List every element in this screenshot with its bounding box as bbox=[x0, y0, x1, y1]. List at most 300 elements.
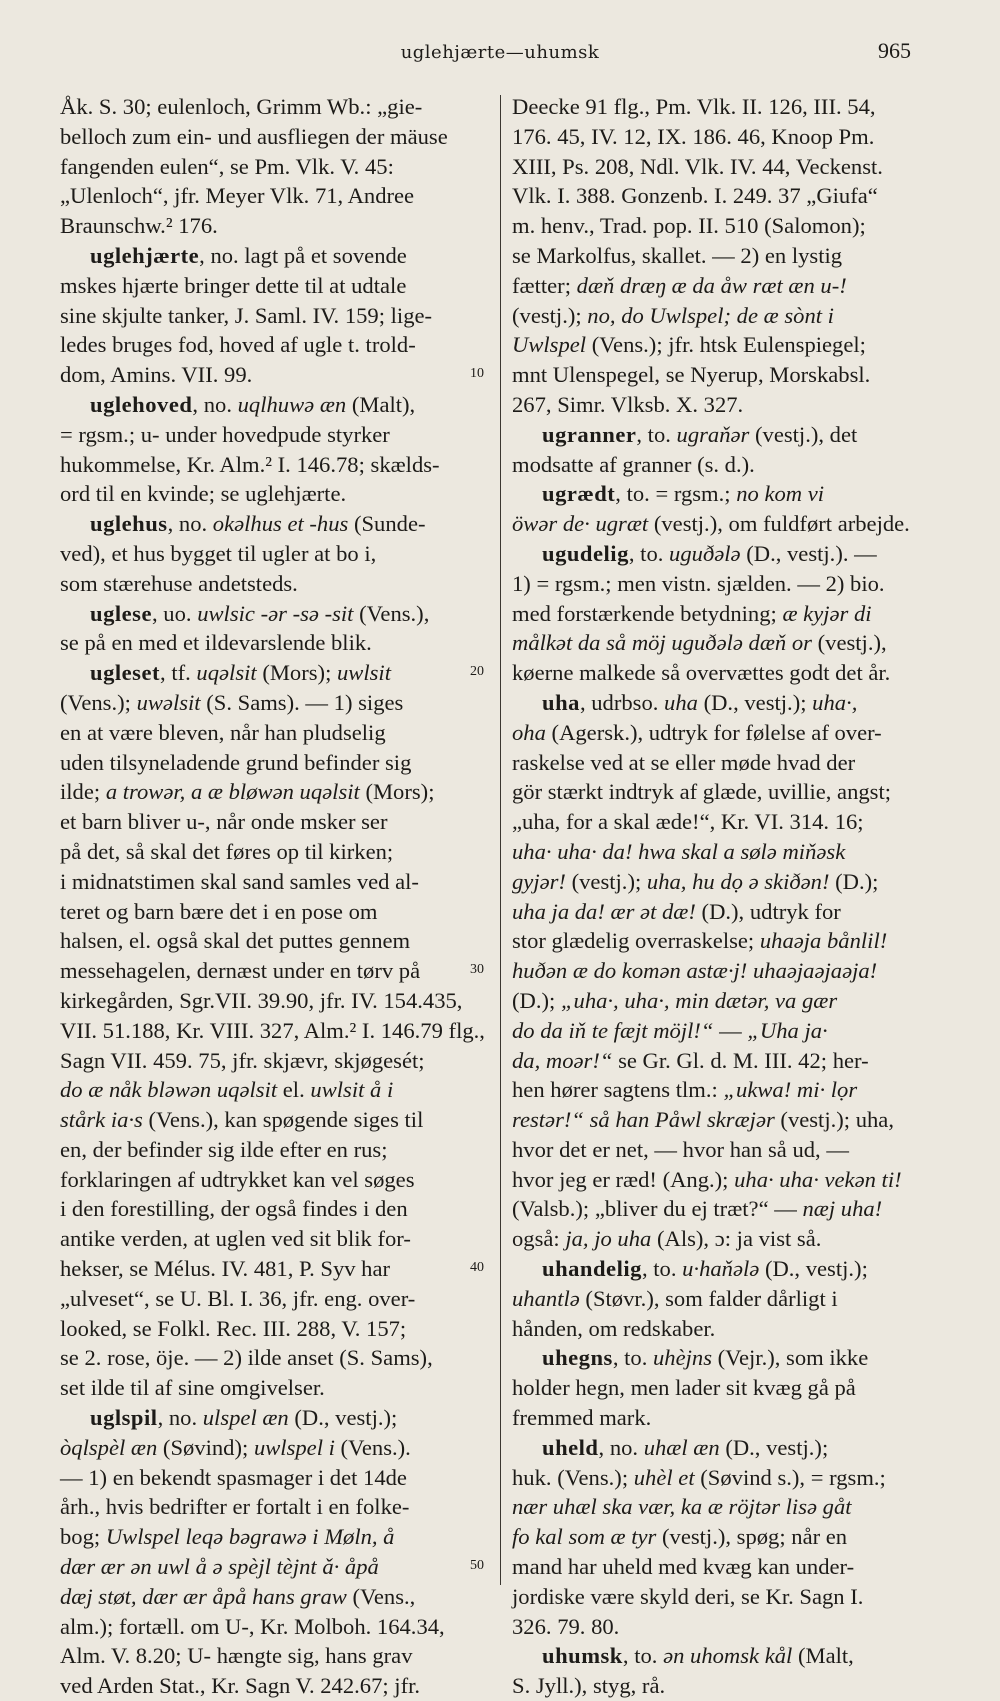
text-line bbox=[512, 1522, 932, 1552]
text-segment: (Vens.); jfr. htsk Eulenspiegel; bbox=[586, 332, 866, 358]
headword: ugrædt bbox=[542, 481, 616, 507]
text-segment: Deecke 91 flg., Pm. Vlk. II. 126, III. 54, bbox=[512, 94, 876, 119]
text-line bbox=[60, 450, 492, 480]
text-line bbox=[512, 569, 932, 599]
text-line bbox=[512, 1343, 932, 1373]
text-line bbox=[512, 718, 932, 748]
text-segment: mand har uheld med kvæg kan under- bbox=[512, 1554, 855, 1580]
text-segment: , no. bbox=[192, 391, 238, 417]
dialect-form: „Uha ja· bbox=[747, 1017, 828, 1043]
text-line bbox=[512, 1671, 932, 1701]
text-segment: 326. 79. 80. bbox=[512, 1613, 620, 1639]
text-segment: bog; bbox=[60, 1524, 106, 1550]
dialect-form: a trowər, a æ bløwən uqəlsit bbox=[105, 779, 360, 805]
text-segment: ved), et hus bygget til ugler at bo i, bbox=[60, 540, 377, 566]
text-line bbox=[512, 271, 932, 301]
text-segment: som stærehuse andetsteds. bbox=[60, 570, 298, 596]
text-line bbox=[60, 211, 492, 241]
text-line bbox=[60, 1641, 492, 1671]
text-segment: set ilde til af sine omgivelser. bbox=[60, 1375, 325, 1401]
text-segment: (Malt), bbox=[346, 391, 416, 417]
dialect-form: restər!“ så han Påwl skræjər bbox=[512, 1107, 775, 1133]
text-line bbox=[60, 1522, 492, 1552]
text-segment: belloch zum ein- und ausfliegen der mäuse bbox=[60, 123, 448, 149]
text-segment: „Ulenloch“, jfr. Meyer Vlk. 71, Andree bbox=[60, 183, 415, 209]
text-segment: huk. (Vens.); bbox=[512, 1464, 634, 1490]
text-line bbox=[512, 867, 932, 897]
dialect-form: do da iň te fæjt möjl!“ bbox=[512, 1017, 714, 1043]
headword: ugranner bbox=[542, 421, 637, 447]
headword: ugleset bbox=[90, 660, 161, 686]
text-segment: hen hører sagtens tlm.: bbox=[512, 1077, 724, 1103]
text-line bbox=[60, 1105, 492, 1135]
dialect-form: uwəlsit bbox=[136, 689, 201, 715]
text-segment: Åk. S. 30; eulenloch, Grimm Wb.: „gie- bbox=[60, 94, 423, 119]
text-line bbox=[60, 509, 492, 539]
text-line bbox=[60, 1314, 492, 1344]
dialect-form: gyjər! bbox=[512, 868, 566, 894]
text-segment: (Vens.). bbox=[334, 1434, 411, 1460]
text-line bbox=[512, 1075, 932, 1105]
text-segment: ledes bruges fod, hoved af ugle t. trold- bbox=[60, 332, 416, 358]
dialect-form: uha· uha· da! hwa skal a sølə miňəsk bbox=[512, 838, 846, 864]
dialect-form: dæj støt, dær ær åpå hans graw bbox=[60, 1583, 347, 1609]
text-segment: (vestj.), bbox=[811, 630, 887, 656]
dialect-form: oha bbox=[512, 719, 546, 745]
text-line bbox=[60, 330, 492, 360]
text-line bbox=[512, 926, 932, 956]
text-line bbox=[512, 1612, 932, 1642]
text-line bbox=[512, 330, 932, 360]
headword: uhandelig bbox=[542, 1256, 642, 1282]
text-segment: , no. lagt på et sovende bbox=[199, 242, 407, 268]
dialect-form: uha, hu dọ ə skiðən! bbox=[646, 868, 830, 894]
text-segment: køerne malkede så overvættes godt det år. bbox=[512, 660, 891, 686]
text-segment: gör stærkt indtryk af glæde, uvillie, angst; bbox=[512, 779, 892, 805]
text-line bbox=[60, 718, 492, 748]
text-line bbox=[512, 688, 932, 718]
text-segment: hånden, om redskaber. bbox=[512, 1315, 716, 1341]
text-segment: mnt Ulenspegel, se Nyerup, Morskabsl. bbox=[512, 362, 871, 388]
left-column bbox=[60, 92, 492, 1701]
dialect-form: uhæl æn bbox=[643, 1434, 720, 1460]
text-line bbox=[60, 1612, 492, 1642]
text-line bbox=[512, 241, 932, 271]
text-line bbox=[60, 1135, 492, 1165]
text-line bbox=[512, 628, 932, 658]
text-segment: se Gr. Gl. d. M. III. 42; her- bbox=[612, 1047, 869, 1073]
text-line bbox=[60, 1403, 492, 1433]
text-segment: med forstærkende betydning; bbox=[512, 600, 783, 626]
text-segment: hvor det er net, — hvor han så ud, — bbox=[512, 1136, 849, 1162]
text-line bbox=[60, 92, 492, 122]
text-line bbox=[512, 92, 932, 122]
text-line bbox=[512, 1314, 932, 1344]
dialect-form: stårk ia·s bbox=[60, 1107, 143, 1133]
text-line bbox=[60, 569, 492, 599]
running-head: uglehjærte—uhumsk bbox=[400, 42, 600, 63]
text-segment: (D.); bbox=[829, 868, 879, 894]
dialect-form: òqlspèl æn bbox=[60, 1434, 158, 1460]
dialect-form: ugraňər bbox=[676, 421, 750, 447]
dialect-form: ja, jo uha bbox=[565, 1226, 652, 1252]
text-line bbox=[60, 897, 492, 927]
text-line bbox=[60, 1463, 492, 1493]
text-line bbox=[512, 807, 932, 837]
dialect-form: uha· uha· vekən ti! bbox=[734, 1166, 902, 1192]
text-line bbox=[60, 777, 492, 807]
text-segment: fætter; bbox=[512, 272, 577, 298]
text-segment: Vlk. I. 388. Gonzenb. I. 249. 37 „Giufa“ bbox=[512, 183, 878, 209]
text-line bbox=[60, 837, 492, 867]
text-line bbox=[512, 658, 932, 688]
dialect-form: uhèl et bbox=[633, 1464, 695, 1490]
text-segment: , to. bbox=[612, 1345, 653, 1371]
text-line bbox=[512, 599, 932, 629]
dialect-form: no kom vi bbox=[736, 481, 825, 507]
dialect-form: u·haňələ bbox=[682, 1256, 760, 1282]
text-line bbox=[512, 152, 932, 182]
text-line bbox=[512, 1165, 932, 1195]
text-segment: (Mors); bbox=[256, 660, 337, 686]
text-segment: i midnatstimen skal sand samles ved al- bbox=[60, 868, 419, 894]
text-line bbox=[60, 1254, 492, 1284]
text-segment: (D.); bbox=[512, 987, 561, 1013]
text-segment: (Als), ɔ: ja vist så. bbox=[651, 1226, 822, 1252]
headword: uglehjærte bbox=[90, 242, 200, 268]
text-segment: , udrbso. bbox=[579, 689, 665, 715]
text-segment: (Mors); bbox=[359, 779, 435, 805]
text-line bbox=[60, 926, 492, 956]
text-segment: 176. 45, IV. 12, IX. 186. 46, Knoop Pm. bbox=[512, 123, 875, 149]
text-segment: — bbox=[713, 1017, 748, 1043]
text-segment: teret og barn bære det i en pose om bbox=[60, 898, 378, 924]
text-line bbox=[512, 1492, 932, 1522]
text-line bbox=[60, 1552, 492, 1582]
dialect-form: uqəlsit bbox=[196, 660, 257, 686]
text-segment: looked, se Folkl. Rec. III. 288, V. 157; bbox=[60, 1315, 407, 1341]
dialect-form: uha·, bbox=[812, 689, 858, 715]
text-segment: messehagelen, dernæst under en tørv på bbox=[60, 958, 421, 984]
text-line bbox=[60, 688, 492, 718]
dialect-form: uhantlə bbox=[512, 1285, 580, 1311]
text-segment: (Vejr.), som ikke bbox=[712, 1345, 869, 1371]
text-segment: m. henv., Trad. pop. II. 510 (Salomon); bbox=[512, 213, 866, 239]
text-line bbox=[512, 1284, 932, 1314]
text-line bbox=[512, 509, 932, 539]
text-segment: raskelse ved at se eller møde hvad der bbox=[512, 749, 856, 775]
text-line bbox=[512, 1373, 932, 1403]
text-line bbox=[512, 986, 932, 1016]
text-segment: mskes hjærte bringer dette til at udtale bbox=[60, 272, 407, 298]
text-segment: , tf. bbox=[160, 660, 197, 686]
dialect-form: fo kal som æ tyr bbox=[512, 1524, 657, 1550]
text-line bbox=[512, 1224, 932, 1254]
text-segment: , no. bbox=[598, 1434, 644, 1460]
text-segment: (D., vestj.); bbox=[288, 1405, 398, 1431]
text-line bbox=[60, 658, 492, 688]
headword: uglspil bbox=[90, 1405, 158, 1431]
text-segment: „uha, for a skal æde!“, Kr. VI. 314. 16; bbox=[512, 809, 864, 835]
text-line bbox=[60, 301, 492, 331]
text-segment: årh., hvis bedrifter er fortalt i en folke- bbox=[60, 1494, 410, 1520]
text-line bbox=[60, 1194, 492, 1224]
text-line bbox=[60, 867, 492, 897]
right-column bbox=[512, 92, 932, 1701]
headword: uglehoved bbox=[90, 391, 193, 417]
dialect-form: uguðələ bbox=[669, 540, 741, 566]
dialect-form: huðən æ do komən astæ·j! uhaəjaəjaəja! bbox=[512, 958, 878, 984]
text-segment: (Sunde- bbox=[348, 511, 426, 537]
text-line bbox=[512, 360, 932, 390]
text-segment: , to. bbox=[641, 1256, 683, 1282]
text-segment: 1) = rgsm.; men vistn. sjælden. — 2) bio. bbox=[512, 570, 885, 596]
text-line bbox=[60, 986, 492, 1016]
text-segment: Braunschw.² 176. bbox=[60, 213, 218, 239]
text-line bbox=[512, 479, 932, 509]
dialect-form: uha bbox=[664, 689, 698, 715]
dialect-form: ən uhomsk kål bbox=[663, 1643, 793, 1669]
text-segment: (Vens.); bbox=[60, 689, 137, 715]
text-segment: hvor jeg er ræd! (Ang.); bbox=[512, 1166, 735, 1192]
text-segment: jordiske være skyld deri, se Kr. Sagn I. bbox=[512, 1583, 864, 1609]
text-segment: (Søvind); bbox=[157, 1434, 254, 1460]
text-segment: (D., vestj.); bbox=[697, 689, 813, 715]
text-segment: — 1) en bekendt spasmager i det 14de bbox=[60, 1464, 407, 1490]
dialect-form: nær uhæl ska vær, ka æ röjtər lisə gåt bbox=[512, 1494, 852, 1520]
dialect-form: öwər de· ugræt bbox=[512, 511, 649, 537]
text-line bbox=[512, 1046, 932, 1076]
dialect-form: uhèjns bbox=[653, 1345, 712, 1371]
text-line bbox=[512, 122, 932, 152]
text-segment: antike verden, at uglen ved sit blik for- bbox=[60, 1226, 411, 1252]
headword: uheld bbox=[542, 1434, 599, 1460]
text-segment: forklaringen af udtrykket kan vel søges bbox=[60, 1166, 415, 1192]
text-line bbox=[512, 181, 932, 211]
text-line bbox=[60, 1284, 492, 1314]
text-segment: (vestj.), om fuldført arbejde. bbox=[648, 511, 910, 537]
text-segment: (D.), udtryk for bbox=[695, 898, 841, 924]
text-line bbox=[512, 539, 932, 569]
text-segment: , no. bbox=[157, 1405, 203, 1431]
page-number: 965 bbox=[878, 38, 911, 63]
text-line bbox=[60, 1582, 492, 1612]
text-line bbox=[60, 1224, 492, 1254]
text-segment: , no. bbox=[167, 511, 213, 537]
text-segment: (vestj.); uha, bbox=[774, 1107, 894, 1133]
dialect-form: dæň dræŋ æ da åw ræt æn u-! bbox=[576, 272, 847, 298]
text-line bbox=[60, 748, 492, 778]
dialect-form: målkət da så möj uguðələ dæň or bbox=[512, 630, 812, 656]
dialect-form: dær ær ən uwl å ə spèjl tèjnt ǎ· åpå bbox=[60, 1554, 379, 1580]
text-segment: halsen, el. også skal det puttes gennem bbox=[60, 928, 411, 954]
text-segment: sine skjulte tanker, J. Saml. IV. 159; lige- bbox=[60, 302, 433, 328]
text-segment: (Vens.), bbox=[353, 600, 430, 626]
dialect-form: Uwlspel leqə bəgrawə i Møln, å bbox=[105, 1524, 395, 1550]
text-line bbox=[60, 479, 492, 509]
text-segment: (Valsb.); „bliver du ej træt?“ — bbox=[512, 1196, 803, 1222]
column-divider bbox=[500, 95, 501, 1585]
text-line bbox=[60, 420, 492, 450]
dialect-form: ulspel æn bbox=[202, 1405, 289, 1431]
text-segment: (D., vestj.); bbox=[719, 1434, 829, 1460]
text-line bbox=[512, 1641, 932, 1671]
line-number: 40 bbox=[470, 1260, 484, 1276]
headword: ugudelig bbox=[542, 540, 629, 566]
text-segment: , to. bbox=[636, 421, 677, 447]
text-line bbox=[60, 1016, 492, 1046]
text-segment: , uo. bbox=[152, 600, 198, 626]
dialect-form: no, do Uwlspel; de æ sònt i bbox=[587, 302, 834, 328]
text-segment: modsatte af granner (s. d.). bbox=[512, 451, 755, 477]
dialect-form: uha ja da! ær ət dæ! bbox=[512, 898, 696, 924]
text-line bbox=[60, 360, 492, 390]
dialect-form: uhaəja bånlil! bbox=[759, 928, 888, 954]
text-segment: (Malt, bbox=[792, 1643, 854, 1669]
text-segment: fremmed mark. bbox=[512, 1405, 652, 1431]
text-line bbox=[60, 539, 492, 569]
text-segment: (Vens., bbox=[346, 1583, 416, 1609]
dialect-form: da, moər!“ bbox=[512, 1047, 613, 1073]
dialect-form: „uha·, uha·, min dætər, va gær bbox=[560, 987, 838, 1013]
text-segment: uden tilsyneladende grund befinder sig bbox=[60, 749, 412, 775]
text-segment: en at være bleven, når han pludselig bbox=[60, 719, 386, 745]
headword: uhumsk bbox=[542, 1643, 623, 1669]
text-line bbox=[512, 1433, 932, 1463]
text-segment: se på en med et ildevarslende blik. bbox=[60, 630, 372, 656]
text-line bbox=[60, 271, 492, 301]
text-segment: (vestj.); bbox=[565, 868, 647, 894]
dialect-form: æ kyjər di bbox=[782, 600, 872, 626]
text-line bbox=[60, 390, 492, 420]
text-line bbox=[60, 956, 492, 986]
text-segment: et barn bliver u-, når onde msker ser bbox=[60, 809, 388, 835]
dialect-form: uqlhuwə æn bbox=[237, 391, 347, 417]
text-line bbox=[512, 748, 932, 778]
text-line bbox=[512, 301, 932, 331]
text-segment: (Støvr.), som falder dårligt i bbox=[579, 1285, 838, 1311]
text-line bbox=[512, 1016, 932, 1046]
text-segment: alm.); fortæll. om U-, Kr. Molboh. 164.34, bbox=[60, 1613, 445, 1639]
text-line bbox=[512, 1582, 932, 1612]
text-line bbox=[512, 211, 932, 241]
text-segment: på det, så skal det føres op til kirken; bbox=[60, 838, 394, 864]
text-segment: Sagn VII. 459. 75, jfr. skjævr, skjøgesét; bbox=[60, 1047, 425, 1073]
text-segment: fangenden eulen“, se Pm. Vlk. V. 45: bbox=[60, 153, 394, 179]
text-segment: en, der befinder sig ilde efter en rus; bbox=[60, 1136, 388, 1162]
text-line bbox=[512, 777, 932, 807]
text-line bbox=[60, 1671, 492, 1701]
text-line bbox=[60, 599, 492, 629]
text-segment: (Søvind s.), = rgsm.; bbox=[694, 1464, 886, 1490]
text-line bbox=[512, 1403, 932, 1433]
text-line bbox=[60, 807, 492, 837]
text-line bbox=[60, 1433, 492, 1463]
text-segment: , to. bbox=[622, 1643, 664, 1669]
text-line bbox=[512, 956, 932, 986]
text-line bbox=[60, 1046, 492, 1076]
text-segment: (Vens.), kan spøgende siges til bbox=[142, 1107, 424, 1133]
text-segment: „ulveset“, se U. Bl. I. 36, jfr. eng. over- bbox=[60, 1285, 416, 1311]
text-line bbox=[512, 420, 932, 450]
text-line bbox=[512, 837, 932, 867]
text-segment: ved Arden Stat., Kr. Sagn V. 242.67; jfr. bbox=[60, 1673, 421, 1699]
text-segment: , to. bbox=[628, 540, 670, 566]
text-segment: (Agersk.), udtryk for følelse af over- bbox=[545, 719, 882, 745]
line-number: 10 bbox=[470, 366, 484, 382]
text-line bbox=[512, 1552, 932, 1582]
text-segment: se 2. rose, öje. — 2) ilde anset (S. Sams), bbox=[60, 1345, 433, 1371]
text-line bbox=[512, 1254, 932, 1284]
line-number: 30 bbox=[470, 962, 484, 978]
text-line bbox=[60, 241, 492, 271]
text-segment: ilde; bbox=[60, 779, 106, 805]
text-segment: (vestj.), det bbox=[749, 421, 858, 447]
dialect-form: uwlspel i bbox=[253, 1434, 335, 1460]
headword: uglehus bbox=[90, 511, 168, 537]
text-segment: (D., vestj.). — bbox=[740, 540, 877, 566]
text-segment: dom, Amins. VII. 99. bbox=[60, 362, 253, 388]
dialect-form: „ukwa! mi· lọr bbox=[723, 1077, 858, 1103]
text-segment: XIII, Ps. 208, Ndl. Vlk. IV. 44, Veckenst. bbox=[512, 153, 883, 179]
text-line bbox=[512, 1105, 932, 1135]
text-line bbox=[60, 628, 492, 658]
text-segment: kirkegården, Sgr.VII. 39.90, jfr. IV. 154.435, bbox=[60, 987, 463, 1013]
text-segment: hukommelse, Kr. Alm.² I. 146.78; skælds- bbox=[60, 451, 440, 477]
dialect-form: uwlsit å i bbox=[310, 1077, 394, 1103]
text-line bbox=[512, 1463, 932, 1493]
dialect-form: uwlsit bbox=[337, 660, 391, 686]
line-number: 20 bbox=[470, 664, 484, 680]
text-line bbox=[512, 450, 932, 480]
text-segment: VII. 51.188, Kr. VIII. 327, Alm.² I. 146.79 flg., bbox=[60, 1017, 485, 1043]
dialect-form: uwlsic -ər -sə -sit bbox=[197, 600, 354, 626]
dialect-form: do æ nåk bləwən uqəlsit bbox=[60, 1077, 278, 1103]
text-segment: (D., vestj.); bbox=[759, 1256, 868, 1282]
dialect-form: Uwlspel bbox=[512, 332, 587, 358]
text-segment: ord til en kvinde; se uglehjærte. bbox=[60, 481, 347, 507]
text-segment: også: bbox=[512, 1226, 566, 1252]
text-segment: 267, Simr. Vlksb. X. 327. bbox=[512, 391, 744, 417]
dialect-form: okəlhus et -hus bbox=[212, 511, 349, 537]
text-line bbox=[512, 897, 932, 927]
text-segment: (vestj.), spøg; når en bbox=[656, 1524, 848, 1550]
text-segment: S. Jyll.), styg, rå. bbox=[512, 1673, 666, 1699]
text-line bbox=[60, 1075, 492, 1105]
headword: uglese bbox=[90, 600, 152, 626]
headword: uha bbox=[542, 689, 580, 715]
text-segment: holder hegn, men lader sit kvæg gå på bbox=[512, 1375, 856, 1401]
text-line bbox=[60, 1492, 492, 1522]
text-segment: hekser, se Mélus. IV. 481, P. Syv har bbox=[60, 1256, 391, 1282]
headword: uhegns bbox=[542, 1345, 613, 1371]
text-segment: se Markolfus, skallet. — 2) en lystig bbox=[512, 242, 843, 268]
text-line bbox=[60, 122, 492, 152]
text-line bbox=[60, 1165, 492, 1195]
line-number: 50 bbox=[470, 1558, 484, 1574]
text-segment: (S. Sams). — 1) siges bbox=[200, 689, 404, 715]
text-line bbox=[512, 1135, 932, 1165]
text-segment: stor glædelig overraskelse; bbox=[512, 928, 760, 954]
text-line bbox=[60, 1343, 492, 1373]
text-line bbox=[512, 1194, 932, 1224]
text-segment: Alm. V. 8.20; U- hængte sig, hans grav bbox=[60, 1643, 413, 1669]
text-line bbox=[60, 152, 492, 182]
text-line bbox=[60, 181, 492, 211]
dialect-form: næj uha! bbox=[802, 1196, 883, 1222]
text-segment: (vestj.); bbox=[512, 302, 588, 328]
text-segment: el. bbox=[277, 1077, 311, 1103]
